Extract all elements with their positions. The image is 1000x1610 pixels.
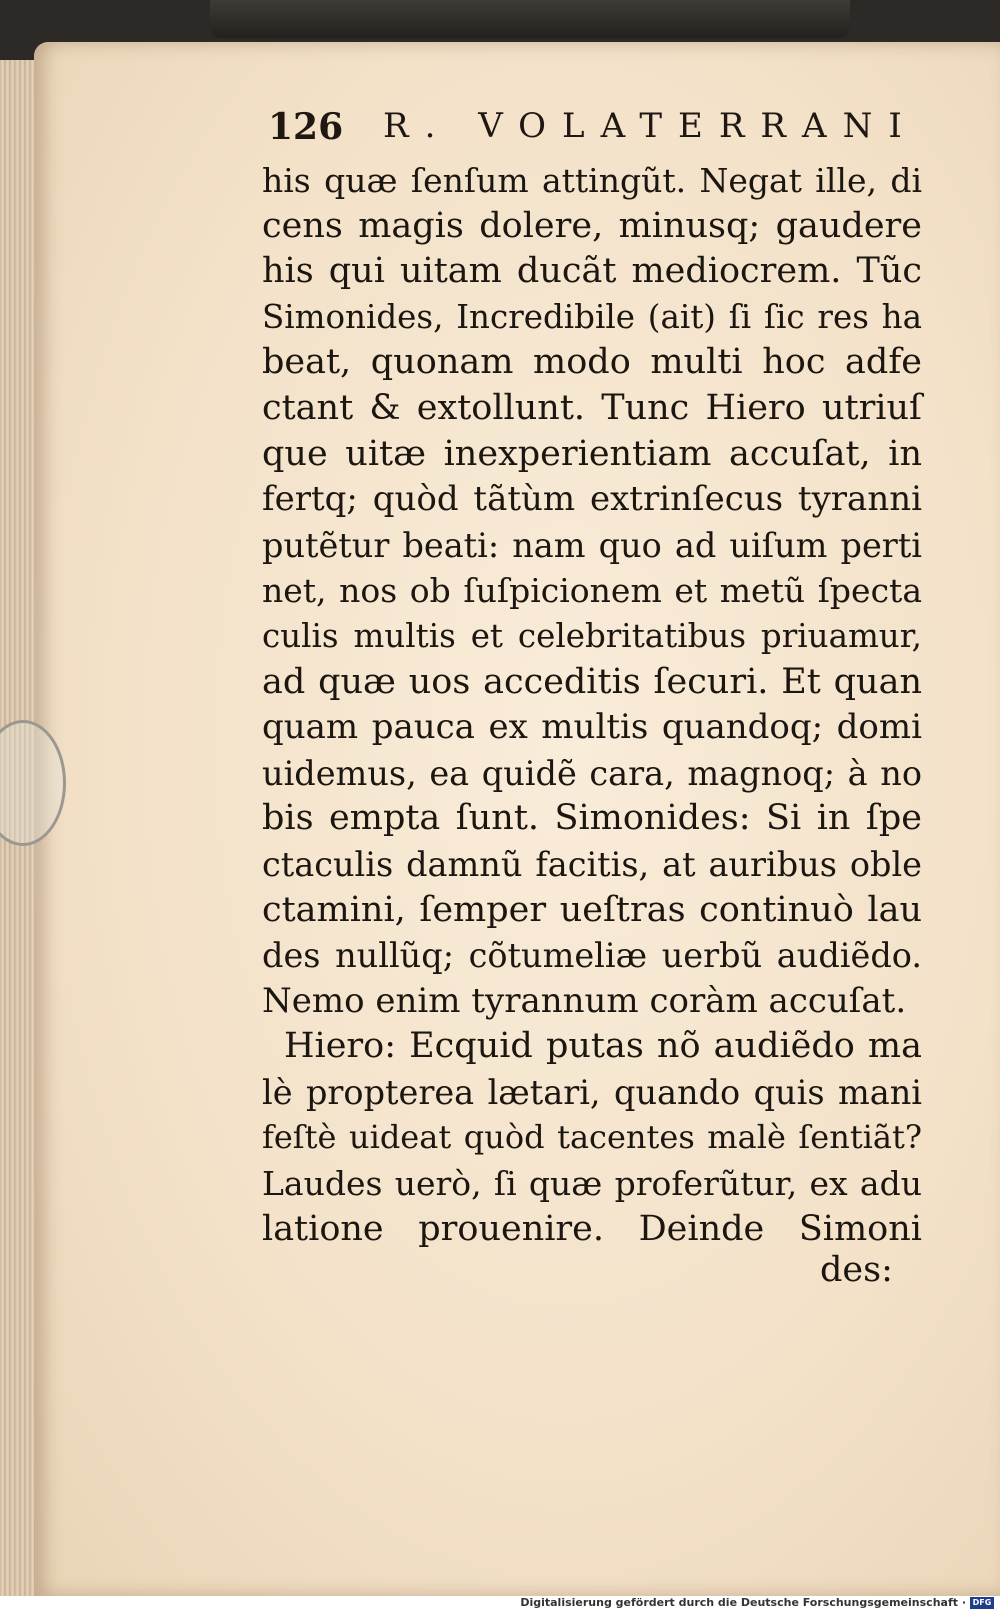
main-text [262, 158, 922, 1252]
text-line: ad quæ uos acceditis ſecuri. Et quan [262, 661, 922, 702]
text-line: uidemus, ea quidẽ cara, magnoq; à no [262, 753, 922, 793]
catchword: des: [820, 1250, 893, 1290]
text-line: feſtè uideat quòd tacentes malè ſentiãt? [262, 1118, 922, 1157]
text-line: latione prouenire. Deinde Simoni [262, 1208, 922, 1249]
text-line: quam pauca ex multis quandoq; domi [262, 707, 922, 748]
text-line: his quæ ſenſum attingũt. Negat ille, di [262, 161, 922, 200]
text-line: Laudes uerò, ſi quæ proferũtur, ex adu [262, 1164, 922, 1204]
text-line: culis multis et celebritatibus priuamur, [262, 616, 922, 655]
text-line: Nemo enim tyrannum coràm accuſat. [262, 980, 907, 1021]
text-line: putẽtur beati: nam quo ad uiſum perti [262, 525, 922, 565]
text-line: que uitæ inexperientiam accuſat, in [262, 433, 922, 474]
text-line: beat, quonam modo multi hoc adfe [262, 342, 922, 383]
running-head: R. VOLATERRANI [383, 106, 918, 146]
text-line: cens magis dolere, minusq; gaudere [262, 205, 922, 246]
folio-number: 126 [268, 106, 344, 148]
text-line: ctant & extollunt. Tunc Hiero utriuſ [262, 387, 922, 428]
text-line: fertq; quòd tãtùm extrinſecus tyranni [262, 479, 922, 520]
text-line: bis empta ſunt. Simonides: Si in ſpe [262, 798, 922, 839]
text-line: lè propterea lætari, quando quis mani [262, 1072, 922, 1112]
book-cover-edge [210, 0, 850, 38]
text-line: ctaculis damnũ facitis, at auribus oble [262, 844, 922, 884]
text-line: Simonides, Incredibile (ait) ſi ſic res ha [262, 297, 922, 336]
dfg-logo: DFG [970, 1597, 994, 1609]
footer-bar [0, 1596, 1000, 1610]
text-line: ctamini, ſemper ueſtras continuò lau [262, 889, 922, 930]
funding-credit: Digitalisierung gefördert durch die Deutsche Forschungsgemeinschaft · [520, 1596, 966, 1609]
text-line: net, nos ob ſuſpicionem et metũ ſpecta [262, 571, 922, 611]
text-line: des nullũq; cõtumeliæ uerbũ audiẽdo. [262, 936, 922, 976]
page-header [268, 102, 918, 162]
text-line: his qui uitam ducãt mediocrem. Tũc [262, 251, 922, 292]
text-line: Hiero: Ecquid putas nõ audiẽdo ma [284, 1026, 922, 1067]
